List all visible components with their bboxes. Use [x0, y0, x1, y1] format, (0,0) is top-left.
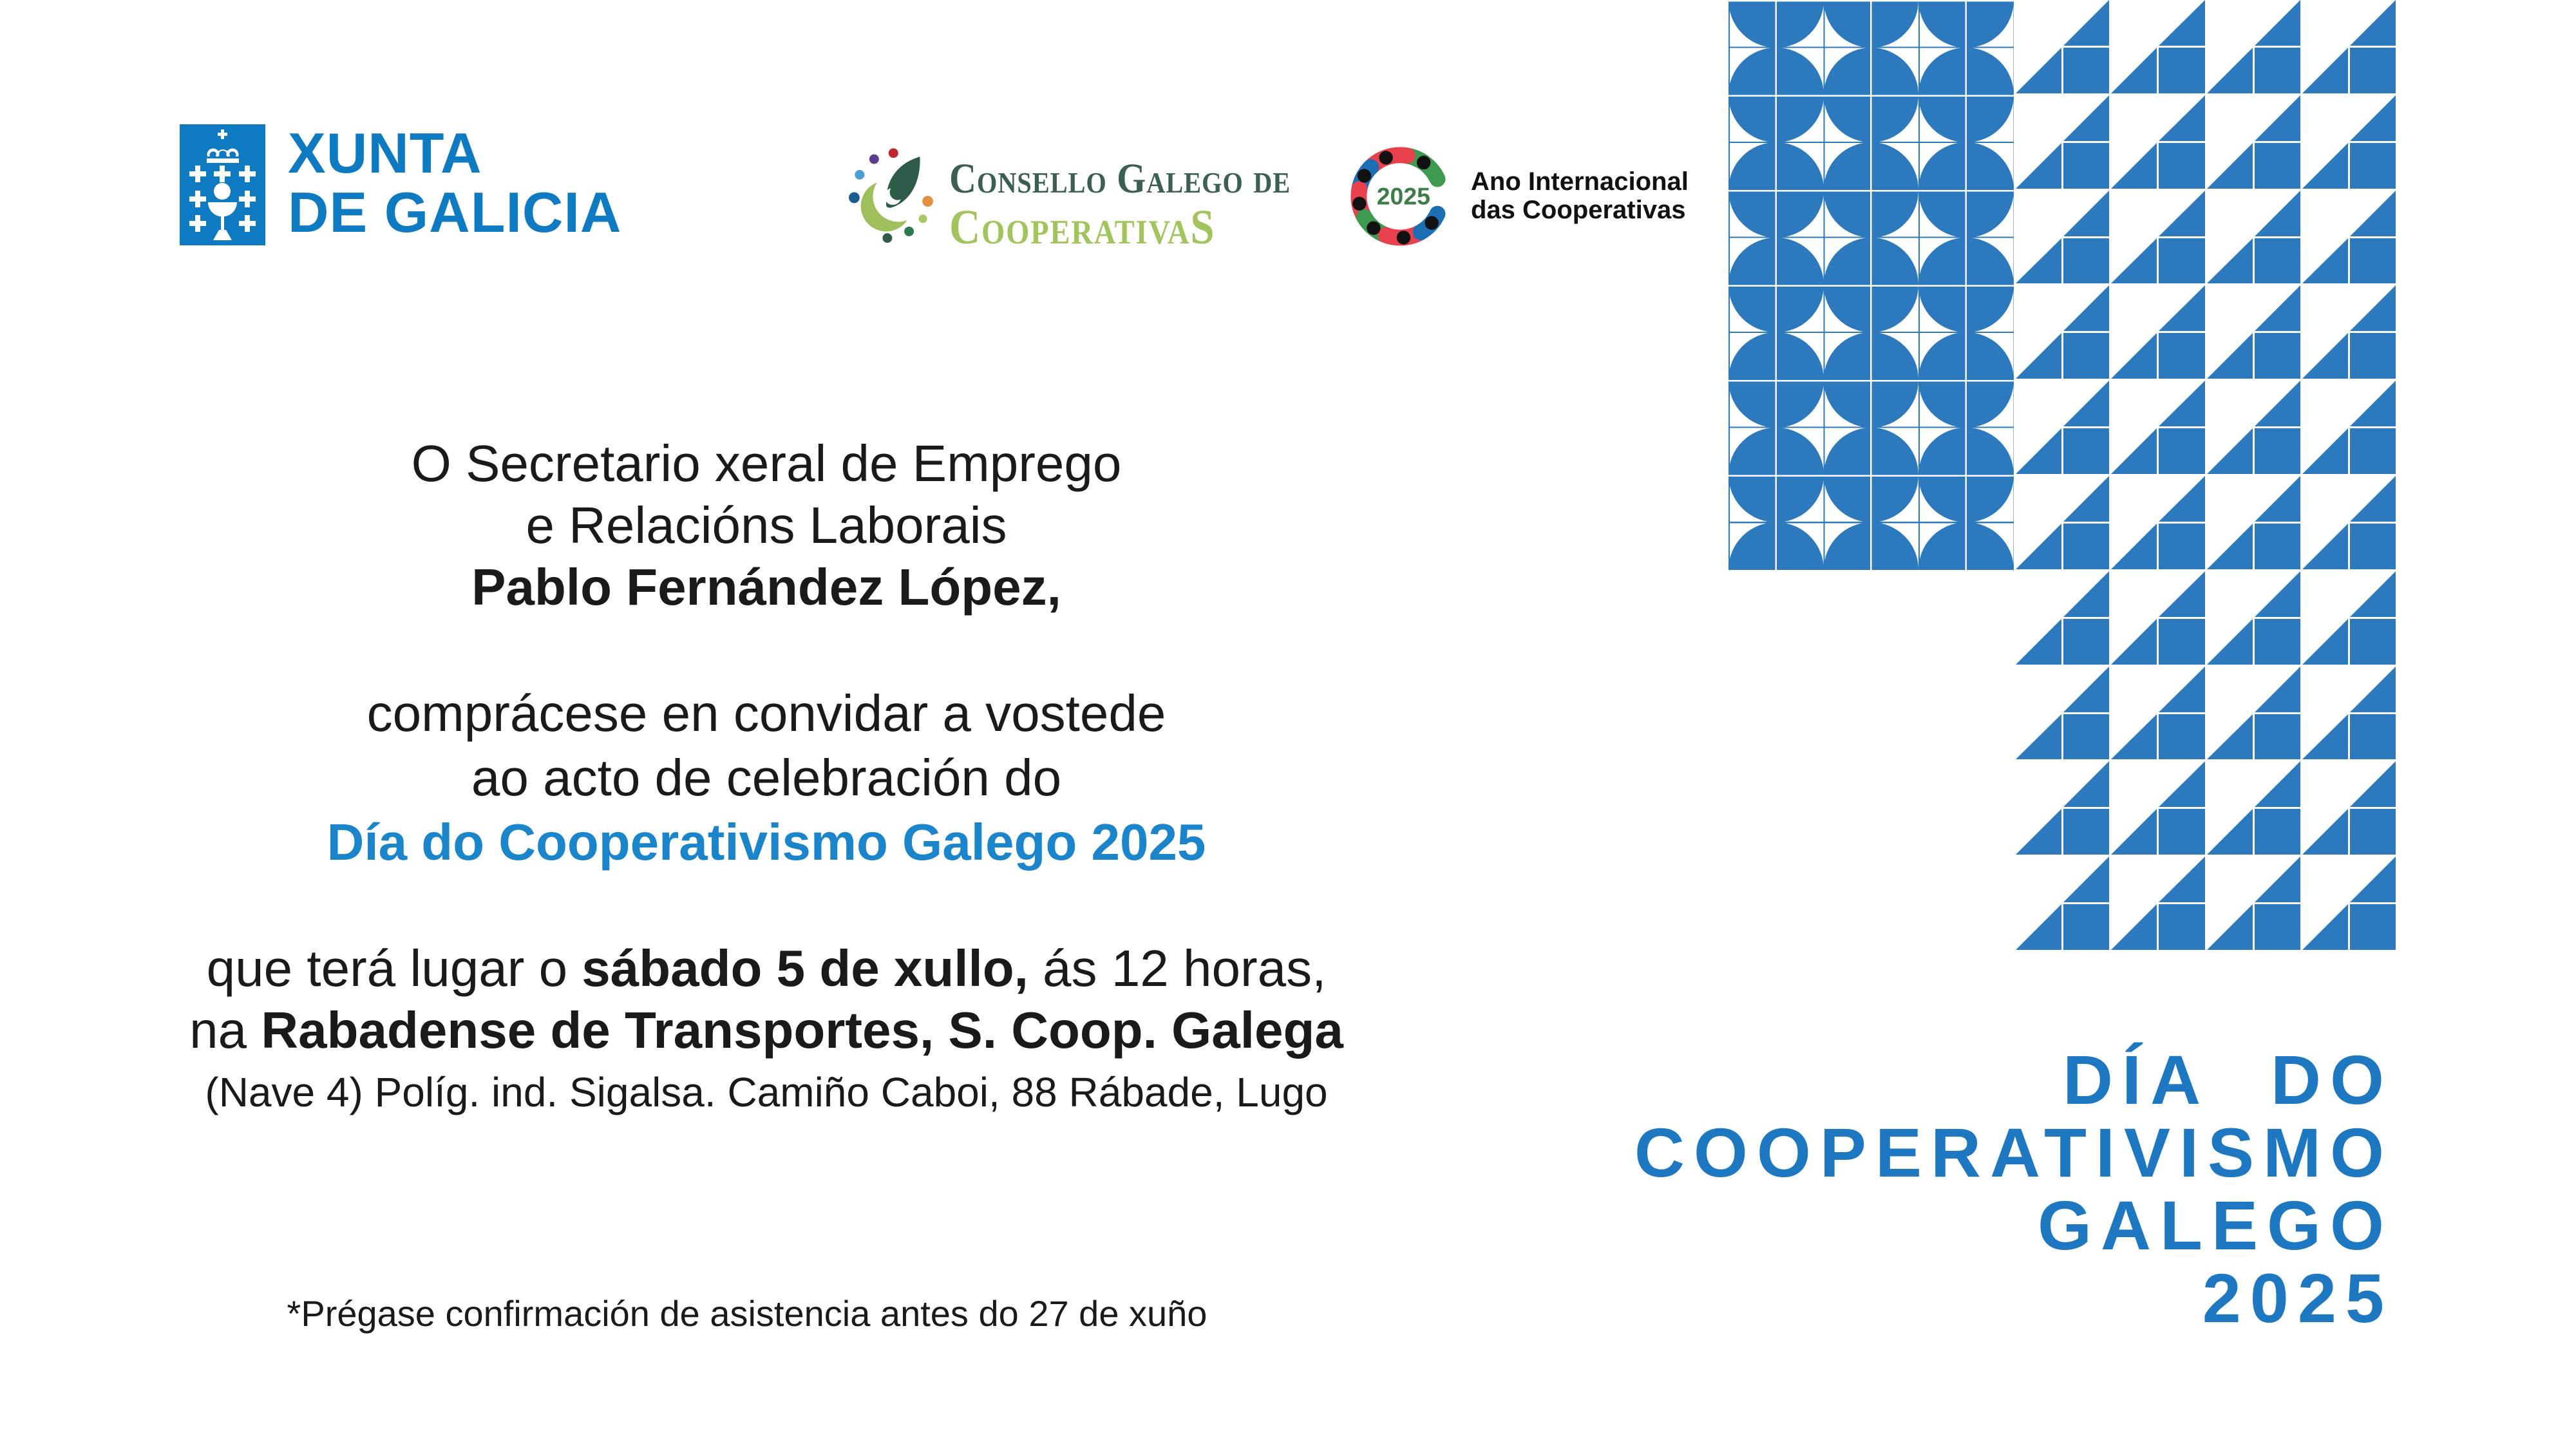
pattern-cell [2350, 95, 2396, 141]
pattern-cell [2063, 809, 2109, 855]
pattern-cell [2016, 143, 2061, 189]
pattern-cell [2302, 667, 2348, 712]
pattern-cell [2159, 809, 2204, 855]
pattern-cell [2207, 476, 2253, 522]
pattern-circle [1918, 428, 2014, 523]
pattern-circle [1728, 0, 1824, 48]
pattern-cell [2111, 285, 2157, 331]
host-name: Pablo Fernández López, [471, 558, 1061, 616]
pattern-cell [2111, 524, 2157, 569]
pattern-cell [2302, 333, 2348, 379]
pattern-cell [2207, 48, 2253, 93]
pattern-cell [2159, 619, 2204, 665]
pattern-cell [2207, 333, 2253, 379]
pattern-cell [2159, 714, 2204, 760]
pattern-cell [2159, 285, 2204, 331]
pattern-cell [2016, 428, 2061, 474]
pattern-cell [2255, 0, 2300, 46]
pattern-cell [2255, 476, 2300, 522]
host-line1: O Secretario xeral de Emprego [411, 435, 1122, 492]
pattern-cell [2255, 667, 2300, 712]
venue-bold: Rabadense de Transportes, S. Coop. Galega [261, 1001, 1343, 1059]
pattern-circle [1728, 142, 1824, 238]
pattern-cell [2207, 761, 2253, 807]
pattern-cell [2255, 619, 2300, 665]
pattern-cell [2016, 476, 2061, 522]
pattern-cell [2063, 333, 2109, 379]
rsvp-footnote: *Prégase confirmación de asistencia antes do 27 de xuño [287, 1293, 1208, 1334]
pattern-cell [2350, 238, 2396, 284]
pattern-circle [1918, 48, 2014, 143]
invite-block [122, 681, 1410, 875]
pattern-circle [1918, 142, 2014, 238]
pattern-cell [2302, 238, 2348, 284]
pattern-cell [2255, 238, 2300, 284]
pattern-cell [2111, 381, 2157, 426]
event-title-line2: COOPERATIVISMO [1634, 1113, 2393, 1191]
pattern-cell [2159, 48, 2204, 93]
pattern-cell [2016, 333, 2061, 379]
pattern-cell [2207, 191, 2253, 236]
pattern-cell [2016, 571, 2061, 617]
pattern-cell [2016, 714, 2061, 760]
pattern-cell [2350, 809, 2396, 855]
pattern-cell [2159, 571, 2204, 617]
pattern-cell [2111, 904, 2157, 950]
xunta-wordmark-line1: XUNTA [288, 121, 482, 185]
pattern-cell [2063, 904, 2109, 950]
host-line2: e Relacións Laborais [526, 497, 1007, 554]
date-bold: sábado 5 de xullo, [582, 940, 1028, 997]
pattern-cell [2302, 191, 2348, 236]
pattern-cell [2111, 95, 2157, 141]
pattern-cell [2207, 238, 2253, 284]
pattern-cell [2350, 619, 2396, 665]
pattern-cell [2016, 95, 2061, 141]
date-post: ás 12 horas, [1028, 940, 1327, 997]
pattern-cell [2302, 904, 2348, 950]
pattern-cell [2207, 524, 2253, 569]
pattern-cell [2255, 95, 2300, 141]
pattern-cell [2063, 0, 2109, 46]
pattern-cell [2016, 238, 2061, 284]
pattern-cell [2016, 524, 2061, 569]
pattern-cell [2350, 333, 2396, 379]
pattern-cell [2111, 809, 2157, 855]
pattern-cell [2350, 48, 2396, 93]
ano-year-text: 2025 [1376, 182, 1430, 210]
pattern-cell [2063, 285, 2109, 331]
pattern-cell [2207, 809, 2253, 855]
pattern-cell [2016, 285, 2061, 331]
pattern-cell [2159, 191, 2204, 236]
pattern-cell [2255, 904, 2300, 950]
pattern-cell [2302, 524, 2348, 569]
pattern-cell [2159, 667, 2204, 712]
event-name-inline: Día do Cooperativismo Galego 2025 [327, 813, 1206, 871]
pattern-cell [2111, 333, 2157, 379]
pattern-cell [2159, 95, 2204, 141]
pattern-cell [2255, 333, 2300, 379]
xunta-de-galicia-logo [180, 124, 265, 245]
date-time-line [122, 938, 1410, 999]
pattern-cell [2111, 48, 2157, 93]
pattern-cell [2063, 381, 2109, 426]
pattern-cell [2063, 524, 2109, 569]
pattern-cell [2111, 238, 2157, 284]
pattern-circle [1728, 428, 1824, 523]
pattern-cell [2111, 714, 2157, 760]
event-title-line3: GALEGO [2037, 1186, 2393, 1264]
pattern-circle [1728, 522, 1824, 570]
pattern-cell [2111, 619, 2157, 665]
pattern-cell [2255, 714, 2300, 760]
pattern-cell [2302, 95, 2348, 141]
pattern-cell [2063, 714, 2109, 760]
when-where-block [122, 938, 1410, 1123]
pattern-cell [2063, 857, 2109, 902]
pattern-cell [2255, 285, 2300, 331]
pattern-cell [2063, 667, 2109, 712]
event-title-line1: DÍA DO [2063, 1041, 2393, 1119]
pattern-cell [2350, 857, 2396, 902]
pattern-cell [2016, 809, 2061, 855]
pattern-cell [2159, 381, 2204, 426]
pattern-cell [2063, 143, 2109, 189]
pattern-cell [2350, 428, 2396, 474]
pattern-cell [2255, 48, 2300, 93]
pattern-circle [1728, 238, 1824, 333]
pattern-cell [2063, 428, 2109, 474]
pattern-cell [2111, 191, 2157, 236]
pattern-cell [2207, 571, 2253, 617]
pattern-cell [2063, 619, 2109, 665]
pattern-cell [2159, 428, 2204, 474]
pattern-cell [2302, 0, 2348, 46]
pattern-cell [2159, 333, 2204, 379]
pattern-cell [2255, 143, 2300, 189]
pattern-cell [2111, 571, 2157, 617]
pattern-cell [2302, 48, 2348, 93]
pattern-cell [2302, 571, 2348, 617]
pattern-cell [2016, 381, 2061, 426]
address-line: (Nave 4) Políg. ind. Sigalsa. Camiño Caboi, 88 Rábade, Lugo [205, 1069, 1328, 1115]
event-title [1634, 1041, 2393, 1337]
consello-wordmark [949, 155, 1291, 254]
pattern-cell [2063, 238, 2109, 284]
pattern-cell [2063, 761, 2109, 807]
pattern-cell [2016, 619, 2061, 665]
pattern-cell [2350, 143, 2396, 189]
consello-wordmark-line2: CooperativaS [949, 200, 1216, 254]
pattern-cell [2207, 95, 2253, 141]
ano-wordmark-line2: das Cooperativas [1471, 196, 1686, 224]
pattern-cell [2350, 904, 2396, 950]
pattern-cell [2302, 381, 2348, 426]
pattern-cell [2016, 857, 2061, 902]
pattern-cell [2350, 761, 2396, 807]
pattern-cell [2302, 857, 2348, 902]
pattern-cell [2302, 619, 2348, 665]
pattern-cell [2016, 667, 2061, 712]
pattern-cell [2016, 0, 2061, 46]
consello-wordmark-line1: Consello Galego de [949, 155, 1291, 202]
pattern-cell [2207, 857, 2253, 902]
pattern-cell [2111, 476, 2157, 522]
pattern-cell [2111, 761, 2157, 807]
pattern-cell [2159, 0, 2204, 46]
pattern-cell [2350, 476, 2396, 522]
pattern-cell [2111, 143, 2157, 189]
circle-star-pattern [1728, 0, 2014, 570]
pattern-cell [2302, 428, 2348, 474]
consello-leaf-icon [849, 145, 933, 249]
pattern-cell [2255, 571, 2300, 617]
pattern-cell [2016, 761, 2061, 807]
pattern-cell [2207, 904, 2253, 950]
pattern-cell [2159, 143, 2204, 189]
pattern-cell [2255, 761, 2300, 807]
pattern-circle [1824, 238, 1919, 333]
pattern-cell [2207, 619, 2253, 665]
pattern-cell [2159, 857, 2204, 902]
pattern-cell [2063, 571, 2109, 617]
pattern-cell [2159, 238, 2204, 284]
pattern-cell [2111, 428, 2157, 474]
pattern-cell [2159, 761, 2204, 807]
triangle-pattern [2014, 0, 2396, 950]
pattern-cell [2016, 904, 2061, 950]
pattern-cell [2302, 714, 2348, 760]
pattern-circle [1918, 238, 2014, 333]
host-block [122, 433, 1410, 618]
pattern-circle [1918, 0, 2014, 48]
pattern-cell [2255, 381, 2300, 426]
pattern-cell [2063, 95, 2109, 141]
pattern-cell [2302, 761, 2348, 807]
pattern-circle [1728, 48, 1824, 143]
pattern-cell [2159, 524, 2204, 569]
pattern-cell [2207, 428, 2253, 474]
pattern-cell [2016, 191, 2061, 236]
pattern-cell [2255, 809, 2300, 855]
pattern-cell [2302, 809, 2348, 855]
ano-wordmark [1471, 167, 1689, 224]
pattern-circle [1728, 332, 1824, 428]
pattern-cell [2207, 714, 2253, 760]
pattern-cell [2111, 0, 2157, 46]
event-title-line4: 2025 [2202, 1259, 2393, 1337]
pattern-cell [2350, 667, 2396, 712]
venue-line [122, 999, 1410, 1061]
pattern-circle [1918, 522, 2014, 570]
pattern-cell [2302, 143, 2348, 189]
pattern-cell [2111, 857, 2157, 902]
pattern-cell [2159, 476, 2204, 522]
pattern-cell [2350, 524, 2396, 569]
pattern-cell [2063, 476, 2109, 522]
pattern-cell [2255, 428, 2300, 474]
xunta-wordmark [288, 121, 622, 244]
pattern-cell [2350, 714, 2396, 760]
cooperatives-year-ring-icon [1343, 132, 1457, 261]
pattern-cell [2350, 381, 2396, 426]
pattern-cell [2350, 285, 2396, 331]
pattern-cell [2350, 0, 2396, 46]
venue-pre: na [189, 1001, 261, 1059]
pattern-cell [2207, 381, 2253, 426]
pattern-circle [1824, 428, 1919, 523]
date-pre: que terá lugar o [206, 940, 582, 997]
pattern-circle [1824, 522, 1919, 570]
ano-internacional-logo [1343, 132, 1457, 261]
pattern-cell [2063, 191, 2109, 236]
pattern-cell [2255, 524, 2300, 569]
pattern-cell [2016, 48, 2061, 93]
pattern-circle [1824, 332, 1919, 428]
pattern-cell [2255, 191, 2300, 236]
pattern-circle [1824, 48, 1919, 143]
xunta-wordmark-line2: DE GALICIA [288, 180, 622, 244]
pattern-cell [2207, 667, 2253, 712]
pattern-cell [2350, 571, 2396, 617]
pattern-circle [1824, 142, 1919, 238]
galicia-coat-of-arms-icon [180, 124, 265, 245]
pattern-cell [2302, 476, 2348, 522]
invite-line1: comprácese en convidar a vostede [366, 685, 1166, 742]
pattern-cell [2063, 48, 2109, 93]
pattern-cell [2302, 285, 2348, 331]
pattern-cell [2207, 0, 2253, 46]
pattern-cell [2350, 191, 2396, 236]
ano-wordmark-line1: Ano Internacional [1471, 167, 1689, 196]
pattern-cell [2255, 857, 2300, 902]
pattern-circle [1824, 0, 1919, 48]
consello-galego-logo [849, 145, 933, 249]
pattern-cell [2207, 285, 2253, 331]
pattern-circle [1918, 332, 2014, 428]
pattern-cell [2207, 143, 2253, 189]
pattern-cell [2159, 904, 2204, 950]
pattern-cell [2111, 667, 2157, 712]
invite-line2: ao acto de celebración do [471, 749, 1062, 806]
